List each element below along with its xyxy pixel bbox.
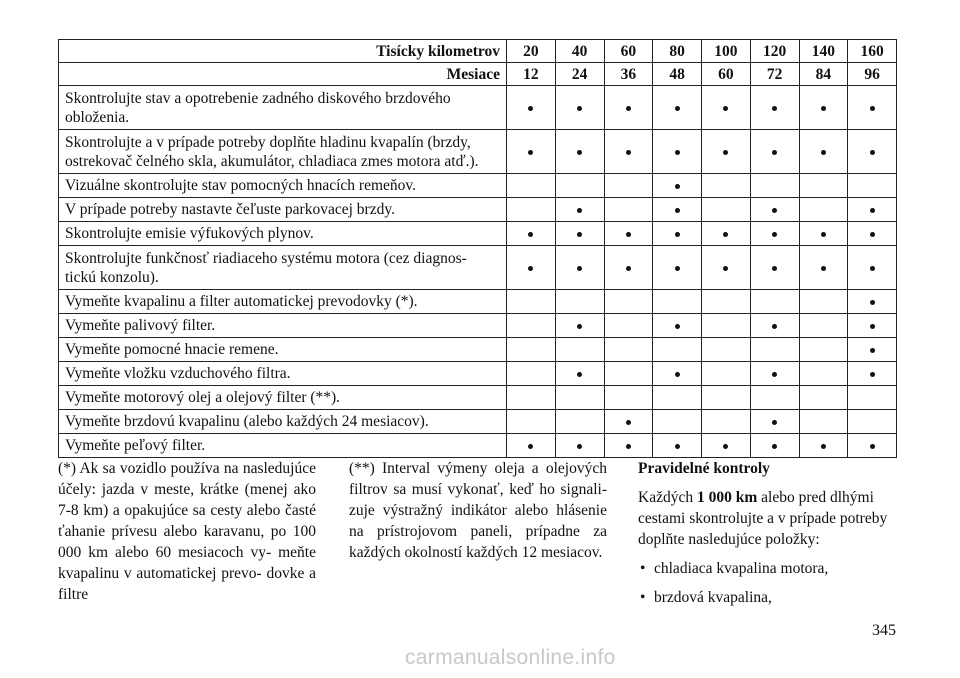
table-row <box>59 198 897 222</box>
interval-cell <box>799 314 848 338</box>
service-dot-icon <box>772 372 777 377</box>
interval-cell <box>604 246 653 290</box>
interval-cell <box>702 130 751 174</box>
km-value: 140 <box>799 40 848 63</box>
service-dot-icon <box>626 106 631 111</box>
interval-cell <box>799 386 848 410</box>
service-dot-icon <box>528 444 533 449</box>
service-dot-icon <box>723 106 728 111</box>
service-dot-icon <box>675 324 680 329</box>
interval-cell <box>750 130 799 174</box>
footnote-automatic-transmission: (*) Ak sa vozidlo používa na nasledujúce účely: jazda v meste, krátke (menej ako 7-8 km) a opakujúce sa cesty alebo časté ťahanie prívesu alebo karavanu, po 100 000 km alebo 60 mesiacoch vy- meňte kvapalinu v automatickej prevo- dovke a filtre <box>58 460 316 603</box>
intro-suffix: alebo pred dlhými cestami skontrolujte a v prípade potreby doplňte nasledujúce položky: <box>638 489 888 548</box>
header-months-label: Mesiace <box>59 63 507 86</box>
list-item <box>638 587 896 608</box>
interval-cell <box>604 410 653 434</box>
service-dot-icon <box>577 372 582 377</box>
months-value: 72 <box>750 63 799 86</box>
months-value: 48 <box>653 63 702 86</box>
interval-cell <box>604 338 653 362</box>
interval-cell <box>750 246 799 290</box>
interval-cell <box>507 246 556 290</box>
km-value: 20 <box>507 40 556 63</box>
task-description: Vymeňte motorový olej a olejový filter (**). <box>59 386 507 410</box>
interval-cell <box>507 130 556 174</box>
interval-cell <box>702 222 751 246</box>
interval-cell <box>555 246 604 290</box>
interval-cell <box>799 362 848 386</box>
interval-cell <box>604 86 653 130</box>
periodic-checks-heading: Pravidelné kontroly <box>638 460 770 477</box>
interval-cell <box>848 290 897 314</box>
interval-cell <box>653 362 702 386</box>
service-dot-icon <box>772 232 777 237</box>
interval-cell <box>555 434 604 458</box>
km-value: 120 <box>750 40 799 63</box>
interval-cell <box>848 434 897 458</box>
interval-cell <box>702 290 751 314</box>
table-row <box>59 222 897 246</box>
interval-cell <box>702 410 751 434</box>
interval-cell <box>799 434 848 458</box>
task-description: Vymeňte palivový filter. <box>59 314 507 338</box>
interval-cell <box>604 290 653 314</box>
interval-cell <box>702 386 751 410</box>
interval-cell <box>507 174 556 198</box>
service-dot-icon <box>821 150 826 155</box>
interval-cell <box>799 198 848 222</box>
interval-cell <box>653 386 702 410</box>
header-km-label: Tisícky kilometrov <box>59 40 507 63</box>
service-dot-icon <box>528 106 533 111</box>
interval-cell <box>604 386 653 410</box>
table-row <box>59 410 897 434</box>
list-item-text: chladiaca kvapalina motora, <box>654 560 829 577</box>
service-dot-icon <box>675 372 680 377</box>
service-dot-icon <box>870 266 875 271</box>
months-value: 12 <box>507 63 556 86</box>
header-row-months <box>59 63 897 86</box>
interval-cell <box>750 314 799 338</box>
interval-cell <box>555 362 604 386</box>
interval-cell <box>604 314 653 338</box>
service-dot-icon <box>675 150 680 155</box>
interval-cell <box>750 338 799 362</box>
interval-cell <box>555 174 604 198</box>
service-dot-icon <box>723 232 728 237</box>
interval-cell <box>604 222 653 246</box>
service-dot-icon <box>675 444 680 449</box>
interval-cell <box>750 434 799 458</box>
interval-cell <box>653 410 702 434</box>
interval-cell <box>799 86 848 130</box>
interval-cell <box>750 198 799 222</box>
interval-cell <box>555 290 604 314</box>
interval-cell <box>604 434 653 458</box>
interval-cell <box>604 174 653 198</box>
interval-cell <box>848 314 897 338</box>
km-value: 160 <box>848 40 897 63</box>
service-dot-icon <box>626 150 631 155</box>
interval-cell <box>702 174 751 198</box>
service-dot-icon <box>870 208 875 213</box>
service-dot-icon <box>675 208 680 213</box>
interval-cell <box>653 290 702 314</box>
km-value: 80 <box>653 40 702 63</box>
interval-cell <box>653 130 702 174</box>
service-dot-icon <box>870 324 875 329</box>
service-dot-icon <box>577 232 582 237</box>
intro-prefix: Každých <box>638 489 697 506</box>
service-dot-icon <box>772 208 777 213</box>
interval-cell <box>848 338 897 362</box>
service-dot-icon <box>528 150 533 155</box>
interval-cell <box>750 86 799 130</box>
maintenance-table <box>58 39 897 458</box>
list-item-text: brzdová kvapalina, <box>654 589 772 606</box>
interval-cell <box>848 410 897 434</box>
interval-cell <box>750 290 799 314</box>
interval-cell <box>750 222 799 246</box>
service-dot-icon <box>772 106 777 111</box>
task-description: Skontrolujte stav a opotrebenie zadného diskového brzdového obloženia. <box>59 86 507 130</box>
interval-cell <box>507 386 556 410</box>
service-dot-icon <box>723 150 728 155</box>
interval-cell <box>653 246 702 290</box>
interval-cell <box>750 386 799 410</box>
table-row <box>59 246 897 290</box>
interval-cell <box>555 338 604 362</box>
months-value: 84 <box>799 63 848 86</box>
service-dot-icon <box>675 266 680 271</box>
interval-cell <box>799 290 848 314</box>
interval-cell <box>848 246 897 290</box>
months-value: 96 <box>848 63 897 86</box>
interval-cell <box>799 246 848 290</box>
interval-cell <box>653 174 702 198</box>
interval-cell <box>799 222 848 246</box>
interval-cell <box>507 198 556 222</box>
interval-cell <box>507 410 556 434</box>
interval-cell <box>507 314 556 338</box>
interval-cell <box>604 362 653 386</box>
table-row <box>59 86 897 130</box>
service-dot-icon <box>528 232 533 237</box>
service-dot-icon <box>577 106 582 111</box>
service-dot-icon <box>772 324 777 329</box>
task-description: Vymeňte kvapalinu a filter automatickej prevodovky (*). <box>59 290 507 314</box>
km-value: 40 <box>555 40 604 63</box>
interval-cell <box>702 434 751 458</box>
service-dot-icon <box>577 150 582 155</box>
interval-cell <box>604 198 653 222</box>
task-description: Vizuálne skontrolujte stav pomocných hnacích remeňov. <box>59 174 507 198</box>
interval-cell <box>653 222 702 246</box>
interval-cell <box>848 362 897 386</box>
interval-cell <box>507 222 556 246</box>
footnote-oil-interval: (**) Interval výmeny oleja a olejových filtrov sa musí vykonať, keď ho signali- zuje výstražný indikátor alebo hlásenie na prístrojovom paneli, prípadne za každých okolností každých 12 mesiacov. <box>349 460 607 561</box>
interval-cell <box>848 198 897 222</box>
interval-cell <box>555 86 604 130</box>
interval-cell <box>848 174 897 198</box>
service-dot-icon <box>870 150 875 155</box>
service-dot-icon <box>772 266 777 271</box>
service-dot-icon <box>821 232 826 237</box>
service-dot-icon <box>870 106 875 111</box>
interval-cell <box>702 338 751 362</box>
interval-cell <box>555 314 604 338</box>
periodic-checks-list <box>638 558 896 608</box>
interval-cell <box>555 222 604 246</box>
table-row <box>59 338 897 362</box>
table-row <box>59 386 897 410</box>
service-dot-icon <box>772 420 777 425</box>
service-dot-icon <box>723 444 728 449</box>
interval-cell <box>848 130 897 174</box>
interval-cell <box>750 362 799 386</box>
table-row <box>59 174 897 198</box>
months-value: 60 <box>702 63 751 86</box>
interval-cell <box>702 198 751 222</box>
interval-cell <box>555 130 604 174</box>
service-dot-icon <box>675 106 680 111</box>
interval-cell <box>653 434 702 458</box>
interval-cell <box>507 434 556 458</box>
interval-cell <box>702 86 751 130</box>
service-dot-icon <box>821 106 826 111</box>
page-number: 345 <box>872 622 896 639</box>
service-dot-icon <box>626 444 631 449</box>
interval-cell <box>653 86 702 130</box>
task-description: Skontrolujte emisie výfukových plynov. <box>59 222 507 246</box>
list-item <box>638 558 896 579</box>
task-description: V prípade potreby nastavte čeľuste parkovacej brzdy. <box>59 198 507 222</box>
interval-cell <box>507 338 556 362</box>
task-description: Skontrolujte a v prípade potreby doplňte hladinu kvapalín (brzdy, ostrekovač čelného skla, akumulátor, chladiaca zmes motora atď.). <box>59 130 507 174</box>
task-description: Vymeňte peľový filter. <box>59 434 507 458</box>
interval-cell <box>799 338 848 362</box>
bullet-icon: • <box>640 560 646 577</box>
table-row <box>59 290 897 314</box>
task-description: Skontrolujte funkčnosť riadiaceho systému motora (cez diagnos- tickú konzolu). <box>59 246 507 290</box>
header-row-km <box>59 40 897 63</box>
task-description: Vymeňte vložku vzduchového filtra. <box>59 362 507 386</box>
table-row <box>59 434 897 458</box>
interval-cell <box>653 338 702 362</box>
interval-cell <box>702 246 751 290</box>
interval-cell <box>848 86 897 130</box>
service-dot-icon <box>528 266 533 271</box>
interval-cell <box>507 290 556 314</box>
service-dot-icon <box>723 266 728 271</box>
service-dot-icon <box>577 444 582 449</box>
service-dot-icon <box>870 444 875 449</box>
interval-cell <box>750 174 799 198</box>
service-dot-icon <box>626 266 631 271</box>
service-dot-icon <box>821 444 826 449</box>
interval-cell <box>555 198 604 222</box>
bullet-icon: • <box>640 589 646 606</box>
service-dot-icon <box>675 232 680 237</box>
km-value: 60 <box>604 40 653 63</box>
months-value: 24 <box>555 63 604 86</box>
task-description: Vymeňte brzdovú kvapalinu (alebo každých 24 mesiacov). <box>59 410 507 434</box>
service-dot-icon <box>772 150 777 155</box>
service-dot-icon <box>870 372 875 377</box>
service-dot-icon <box>870 348 875 353</box>
service-dot-icon <box>870 232 875 237</box>
service-dot-icon <box>675 184 680 189</box>
task-description: Vymeňte pomocné hnacie remene. <box>59 338 507 362</box>
periodic-checks-section <box>638 458 896 616</box>
interval-cell <box>507 362 556 386</box>
table-row <box>59 362 897 386</box>
interval-cell <box>702 362 751 386</box>
service-dot-icon <box>577 208 582 213</box>
intro-distance: 1 000 km <box>696 489 758 506</box>
table-row <box>59 314 897 338</box>
interval-cell <box>848 386 897 410</box>
service-dot-icon <box>626 420 631 425</box>
interval-cell <box>848 222 897 246</box>
interval-cell <box>507 86 556 130</box>
service-dot-icon <box>772 444 777 449</box>
service-dot-icon <box>577 324 582 329</box>
interval-cell <box>653 314 702 338</box>
watermark-logo: carmanualsonline.info <box>405 646 616 669</box>
interval-cell <box>555 386 604 410</box>
interval-cell <box>555 410 604 434</box>
table-row <box>59 130 897 174</box>
interval-cell <box>702 314 751 338</box>
interval-cell <box>799 130 848 174</box>
service-dot-icon <box>821 266 826 271</box>
km-value: 100 <box>702 40 751 63</box>
interval-cell <box>799 174 848 198</box>
service-dot-icon <box>577 266 582 271</box>
periodic-checks-intro <box>638 487 896 550</box>
months-value: 36 <box>604 63 653 86</box>
interval-cell <box>653 198 702 222</box>
interval-cell <box>750 410 799 434</box>
service-dot-icon <box>626 232 631 237</box>
service-dot-icon <box>870 300 875 305</box>
interval-cell <box>604 130 653 174</box>
interval-cell <box>799 410 848 434</box>
